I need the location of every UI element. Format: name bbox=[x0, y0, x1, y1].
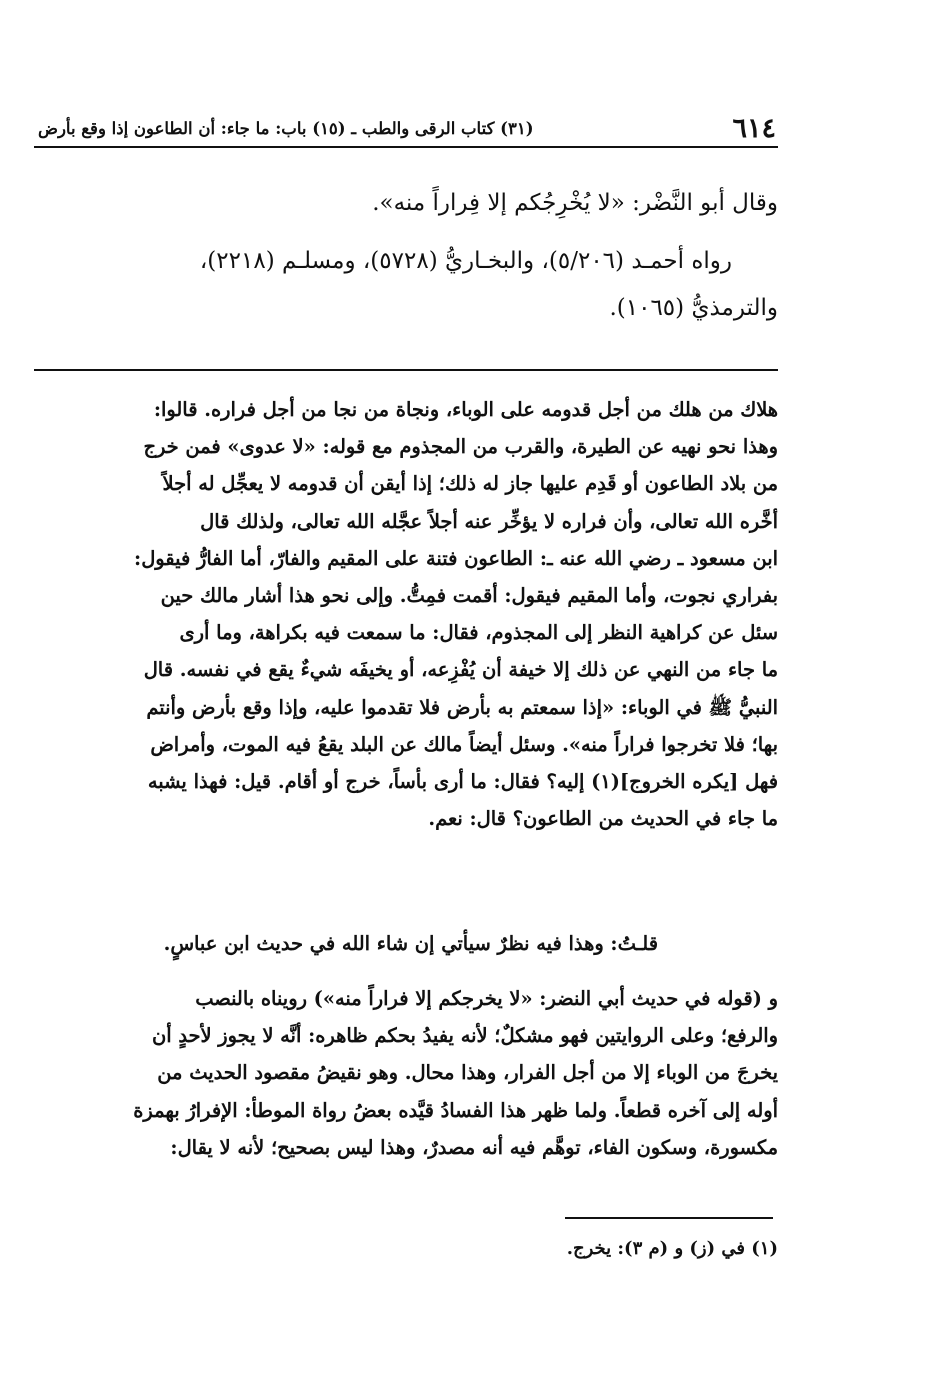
commentary-line: والرفع؛ وعلى الروايتين فهو مشكلٌ؛ لأنه يفيدُ بحكم ظاهره: أنَّه لا يجوز لأحدٍ أن bbox=[151, 1024, 778, 1048]
page-header bbox=[34, 112, 778, 148]
commentary-line: بها؛ فلا تخرجوا فراراً منه». وسئل أيضاً مالك عن البلد يقعُ فيه الموت، وأمراض bbox=[150, 732, 778, 756]
footnote-rule bbox=[565, 1217, 773, 1219]
hadith-text: وقال أبو النَّضْر: «لا يُخْرِجُكم إلا فِراراً منه». bbox=[372, 190, 778, 216]
commentary-line: سئل عن كراهية النظر إلى المجذوم، فقال: ما سمعت فيه بكراهة، وما أرى bbox=[179, 621, 778, 645]
author-note-line: قلـتُ: وهذا فيه نظرٌ سيأتي إن شاء الله في حديث ابن عباسٍ. bbox=[163, 932, 658, 955]
commentary-line: ما جاء في الحديث من الطاعون؟ قال: نعم. bbox=[428, 807, 778, 831]
commentary-line: من بلاد الطاعون أو قَدِم عليها جاز له ذلك؛ إذا أيقن أن قدومه لا يعجِّل له أجلاً bbox=[162, 472, 778, 496]
hadith-source-line: والترمذيُّ (١٠٦٥). bbox=[609, 295, 778, 321]
commentary-line: هلاك من هلك من أجل قدومه على الوباء، ونجاة من نجا من أجل فراره. قالوا: bbox=[153, 398, 778, 421]
commentary-block bbox=[34, 980, 778, 1166]
commentary-line: أخَّره الله تعالى، وأن فراره لا يؤخِّر عنه أجلاً عجَّله الله تعالى، ولذلك قال bbox=[200, 509, 778, 533]
hadith-source-line: رواه أحمـد (٥/٢٠٦)، والبخـاريُّ (٥٧٢٨)، ومسلـم (٢٢١٨)، bbox=[199, 248, 732, 274]
commentary-line: النبيُّ ﷺ في الوباء: «إذا سمعتم به بأرض فلا تقدموا عليه، وإذا وقع بأرض وأنتم bbox=[146, 695, 778, 719]
hadith-source bbox=[34, 238, 778, 332]
commentary-line: و (قوله في حديث أبي النضر: «لا يخرجكم إلا فراراً منه») رويناه بالنصب bbox=[195, 987, 778, 1010]
commentary-line: وهذا نحو نهيه عن الطيرة، والقرب من المجذوم مع قوله: «لا عدوى» فمن خرج bbox=[143, 435, 778, 459]
commentary-line: أوله إلى آخره قطعاً. ولما ظهر هذا الفسادُ قيَّده بعضُ رواة الموطأ: الإفرارُ بهمزة bbox=[133, 1098, 778, 1122]
commentary-line: ابن مسعود ـ رضي الله عنه ـ: الطاعون فتنة على المقيم والفارّ، أما الفارُّ فيقول: bbox=[134, 546, 778, 570]
running-title: (٣١) كتاب الرقى والطب ـ (١٥) باب: ما جاء: أن الطاعون إذا وقع بأرض bbox=[38, 119, 534, 138]
text-separator bbox=[34, 369, 778, 371]
author-note bbox=[34, 925, 778, 962]
commentary-line: بفراري نجوت، وأما المقيم فيقول: أقمت فمِتُّ. وإلى نحو هذا أشار مالك حين bbox=[160, 584, 778, 608]
commentary-line: مكسورة، وسكون الفاء، توهَّم فيه أنه مصدرٌ، وهذا ليس بصحيح؛ لأنه لا يقال: bbox=[170, 1135, 778, 1159]
commentary-line: يخرجَ من الوباء إلا من أجل الفرار، وهذا محال. وهو نقيضُ مقصود الحديث من bbox=[157, 1061, 778, 1085]
page-number: ٦١٤ bbox=[732, 113, 776, 144]
commentary-block bbox=[34, 391, 778, 837]
commentary-line: ما جاء من النهي عن ذلك إلا خيفة أن يُفْزِعه، أو يخيفَه شيءٌ يقع في نفسه. قال bbox=[143, 658, 778, 682]
commentary-line: فهل [يكره الخروج](١) إليه؟ فقال: ما أرى بأساً، خرج أو أقام. قيل: فهذا يشبه bbox=[147, 770, 778, 794]
footnote: (١) في (ز) و (م ٣): يخرج. bbox=[566, 1238, 778, 1259]
